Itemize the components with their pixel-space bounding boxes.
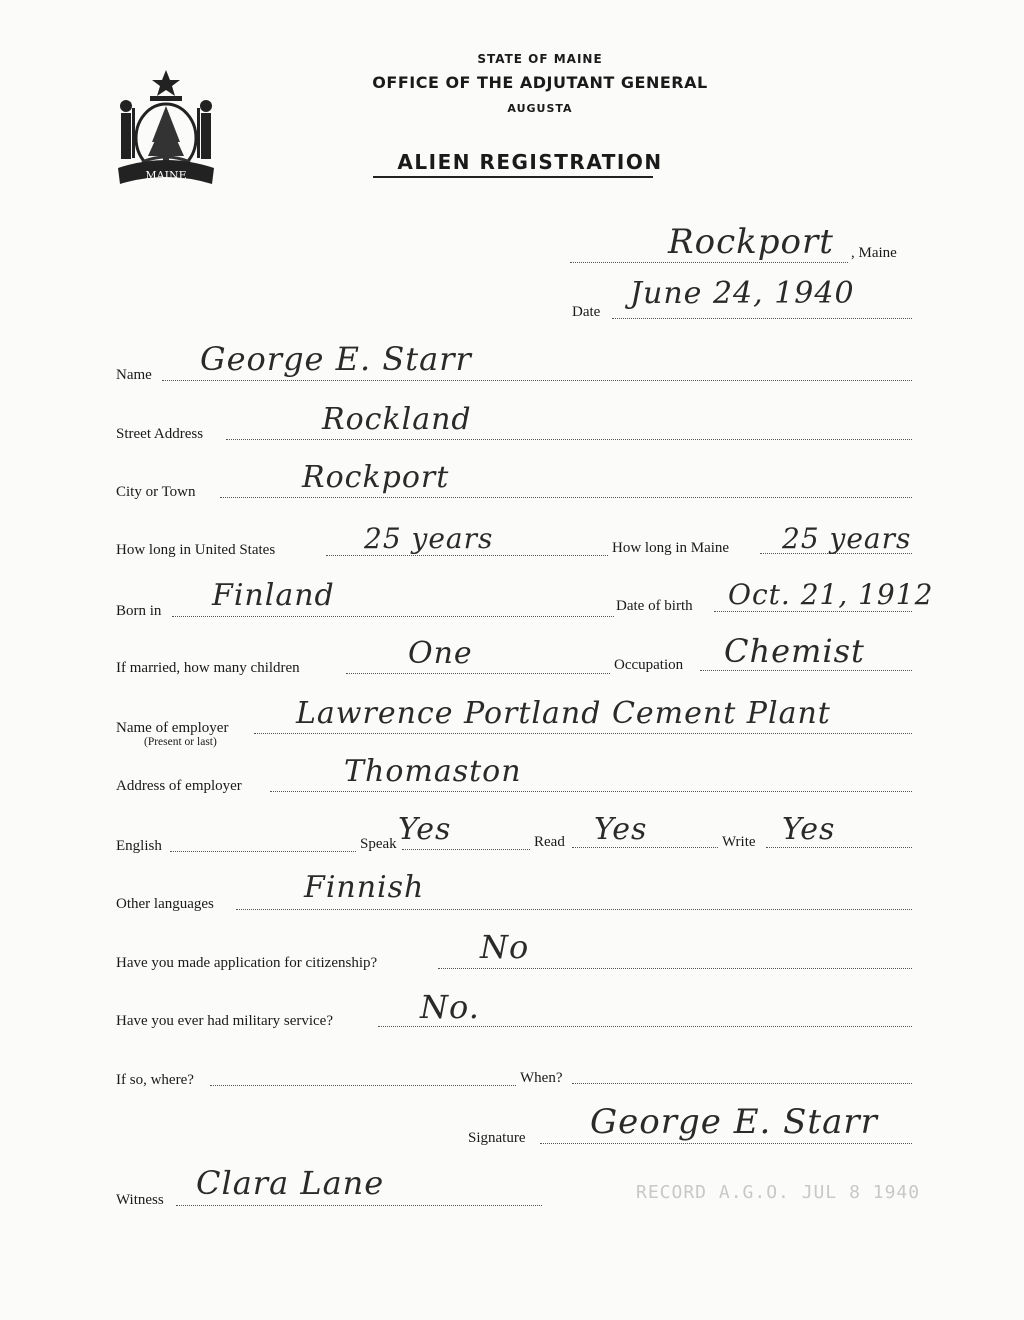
- place-value: Rockport: [668, 222, 834, 262]
- witness-label: Witness: [116, 1192, 164, 1208]
- born-in-line: [172, 616, 614, 617]
- witness-line: [176, 1205, 542, 1206]
- city-town-value: Rockport: [302, 460, 450, 495]
- record-stamp: RECORD A.G.O. JUL 8 1940: [636, 1182, 921, 1203]
- place-line: [570, 262, 848, 263]
- street-address-line: [226, 439, 912, 440]
- other-languages-label: Other languages: [116, 896, 214, 912]
- occupation-line: [700, 670, 912, 671]
- header-city: AUGUSTA: [507, 102, 573, 115]
- english-label: English: [116, 838, 162, 854]
- read-line: [572, 847, 718, 848]
- header-state: STATE OF MAINE: [477, 52, 603, 66]
- maine-seal-icon: [112, 66, 220, 192]
- other-languages-value: Finnish: [304, 870, 425, 905]
- how-long-us-value: 25 years: [364, 522, 494, 555]
- how-long-maine-value: 25 years: [782, 522, 912, 555]
- how-long-maine-label: How long in Maine: [612, 540, 730, 556]
- employer-address-label: Address of employer: [116, 778, 242, 794]
- employer-address-line: [270, 791, 912, 792]
- occupation-value: Chemist: [724, 632, 865, 670]
- date-line: [612, 318, 912, 319]
- title-underline: [373, 176, 653, 178]
- employer-line: [254, 733, 912, 734]
- where-label: If so, where?: [116, 1072, 194, 1088]
- city-town-label: City or Town: [116, 484, 196, 500]
- date-label: Date: [572, 304, 601, 320]
- signature-value: George E. Starr: [590, 1102, 878, 1142]
- signature-label: Signature: [468, 1130, 526, 1146]
- read-label: Read: [534, 834, 565, 850]
- write-line: [766, 847, 912, 848]
- how-long-us-line: [326, 555, 608, 556]
- street-address-value: Rockland: [322, 402, 472, 437]
- speak-label: Speak: [360, 836, 397, 852]
- date-of-birth-line: [714, 611, 912, 612]
- place-suffix: , Maine: [851, 245, 897, 261]
- read-value: Yes: [594, 812, 648, 847]
- when-line: [572, 1083, 912, 1084]
- military-value: No.: [420, 988, 480, 1026]
- citizenship-line: [438, 968, 912, 969]
- citizenship-value: No: [480, 928, 530, 966]
- employer-sublabel: (Present or last): [144, 736, 217, 748]
- speak-line: [402, 849, 530, 850]
- other-languages-line: [236, 909, 912, 910]
- name-value: George E. Starr: [200, 340, 472, 378]
- header-office: OFFICE OF THE ADJUTANT GENERAL: [372, 73, 708, 92]
- write-value: Yes: [782, 812, 836, 847]
- born-in-value: Finland: [212, 578, 335, 613]
- children-line: [346, 673, 610, 674]
- when-label: When?: [520, 1070, 563, 1086]
- children-value: One: [408, 636, 473, 671]
- street-address-label: Street Address: [116, 426, 204, 442]
- citizenship-label: Have you made application for citizenship?: [116, 955, 378, 971]
- english-line: [170, 851, 356, 852]
- employer-label: Name of employer: [116, 720, 229, 736]
- speak-value: Yes: [398, 812, 452, 847]
- born-in-label: Born in: [116, 603, 162, 619]
- employer-address-value: Thomaston: [344, 754, 522, 789]
- how-long-us-label: How long in United States: [116, 542, 276, 558]
- signature-line: [540, 1143, 912, 1144]
- witness-value: Clara Lane: [196, 1164, 385, 1202]
- name-label: Name: [116, 367, 152, 383]
- city-town-line: [220, 497, 912, 498]
- employer-value: Lawrence Portland Cement Plant: [296, 696, 831, 731]
- write-label: Write: [722, 834, 756, 850]
- name-line: [162, 380, 912, 381]
- date-of-birth-value: Oct. 21, 1912: [728, 578, 934, 611]
- where-line: [210, 1085, 516, 1086]
- children-label: If married, how many children: [116, 660, 300, 676]
- svg-text:MAINE: MAINE: [145, 169, 187, 182]
- military-label: Have you ever had military service?: [116, 1013, 333, 1029]
- date-of-birth-label: Date of birth: [616, 598, 693, 614]
- date-value: June 24, 1940: [630, 276, 855, 311]
- form-title: ALIEN REGISTRATION: [397, 150, 663, 174]
- military-line: [378, 1026, 912, 1027]
- occupation-label: Occupation: [614, 657, 684, 673]
